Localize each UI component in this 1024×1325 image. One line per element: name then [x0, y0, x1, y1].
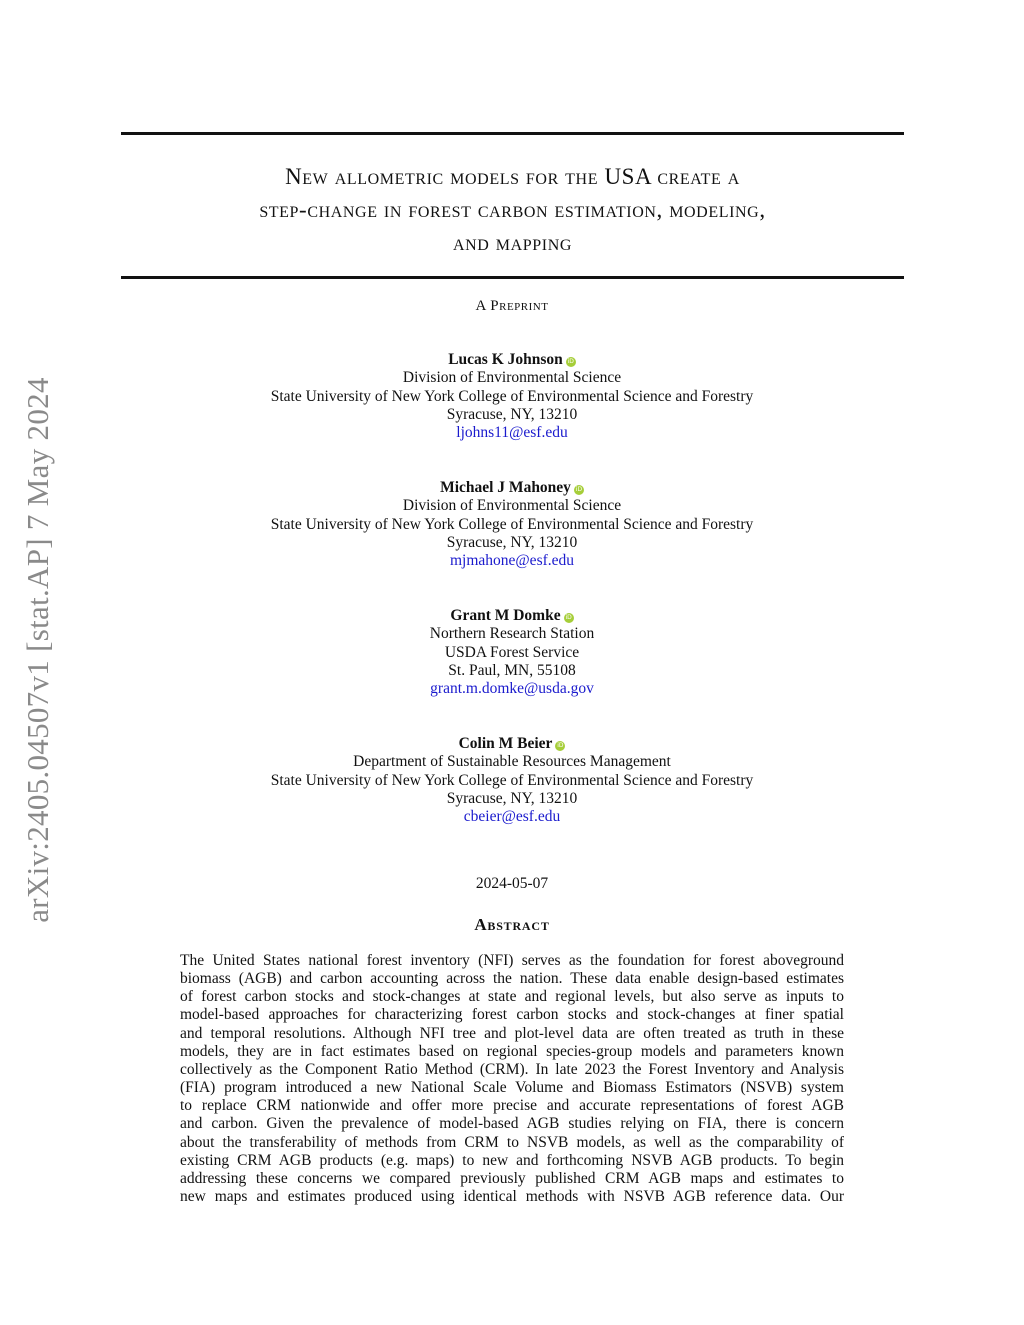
- title-top-rule: [121, 132, 904, 135]
- abstract-line: models, they are in fact estimates based on regional species-group models and parameters known: [180, 1042, 844, 1060]
- orcid-icon[interactable]: iD: [575, 486, 583, 493]
- author-name: Lucas K Johnson: [448, 351, 563, 368]
- author-block: [0, 735, 1024, 826]
- orcid-icon[interactable]: iD: [557, 742, 564, 749]
- title-line: step-change in forest carbon estimation, modeling,: [259, 197, 766, 222]
- author-affiliation: State University of New York College of Environmental Science and Forestry: [270, 515, 754, 533]
- author-block: [0, 479, 1024, 570]
- title-bottom-rule: [121, 276, 904, 279]
- abstract-line: The United States national forest inventory (NFI) serves as the foundation for forest aboveground: [180, 952, 844, 969]
- author-affiliation: Syracuse, NY, 13210: [446, 533, 578, 551]
- author-affiliation: St. Paul, MN, 55108: [448, 661, 576, 679]
- paper-title: [121, 160, 904, 259]
- abstract-line: model-based approaches for characterizing forest carbon stocks and stock-changes at finer spatial: [180, 1006, 844, 1024]
- author-affiliation: Syracuse, NY, 13210: [446, 405, 578, 423]
- author-email-link[interactable]: mjmahone@esf.edu: [449, 552, 575, 570]
- abstract-line: about the transferability of methods from CRM to NSVB models, as well as the comparability of: [180, 1133, 844, 1151]
- arxiv-identifier: arXiv:2405.04507v1 [stat.AP] 7 May 2024: [20, 377, 55, 923]
- abstract-line: biomass (AGB) and carbon accounting across the nation. These data enable design-based estimates: [180, 970, 844, 988]
- author-name: Colin M Beier: [458, 735, 553, 752]
- author-email-link[interactable]: cbeier@esf.edu: [463, 808, 561, 826]
- abstract-line: addressing these concerns we compared previously published CRM AGB maps and estimates to: [180, 1169, 844, 1187]
- abstract-line: and carbon. Given the prevalence of model-based AGB studies relying on FIA, there is concern: [180, 1115, 844, 1133]
- abstract-line: to replace CRM nationwide and offer more precise and accurate representations of forest AGB: [180, 1097, 844, 1115]
- abstract-line: (FIA) program introduced a new National Scale Volume and Biomass Estimators (NSVB) system: [180, 1079, 844, 1097]
- abstract-line: collectively as the Component Ratio Method (CRM). In late 2023 the Forest Inventory and Analysis: [180, 1060, 844, 1078]
- title-line: New allometric models for the USA create a: [285, 164, 740, 189]
- abstract-line: new maps and estimates produced using identical methods with NSVB AGB reference data. Our: [180, 1188, 844, 1206]
- author-email-link[interactable]: ljohns11@esf.edu: [456, 424, 568, 442]
- author-affiliation: Division of Environmental Science: [402, 369, 622, 387]
- publication-date: 2024-05-07: [475, 875, 549, 892]
- author-affiliation: Division of Environmental Science: [402, 497, 622, 515]
- author-name: Michael J Mahoney: [440, 479, 571, 496]
- abstract-line: and temporal resolutions. Although NFI tree and plot-level data are often treated as truth in these: [180, 1024, 844, 1042]
- author-affiliation: State University of New York College of Environmental Science and Forestry: [270, 387, 754, 405]
- author-affiliation: Syracuse, NY, 13210: [446, 789, 578, 807]
- preprint-label: A Preprint: [475, 298, 549, 314]
- title-line: and mapping: [452, 230, 573, 255]
- author-affiliation: Department of Sustainable Resources Management: [353, 753, 671, 771]
- abstract-heading: Abstract: [474, 915, 550, 934]
- author-affiliation: Northern Research Station: [429, 625, 595, 643]
- abstract-text: [180, 952, 844, 1206]
- author-email-link[interactable]: grant.m.domke@usda.gov: [430, 680, 594, 698]
- author-affiliation: State University of New York College of Environmental Science and Forestry: [270, 771, 754, 789]
- author-block: [0, 351, 1024, 442]
- author-block: [0, 607, 1024, 698]
- orcid-icon[interactable]: iD: [567, 358, 574, 365]
- abstract-line: existing CRM AGB products (e.g. maps) to new and forthcoming NSVB AGB products. To begin: [180, 1151, 844, 1169]
- orcid-icon[interactable]: iD: [565, 614, 572, 621]
- abstract-line: of forest carbon stocks and stock-changes at state and regional levels, but also serve as inputs to: [180, 988, 844, 1006]
- author-name: Grant M Domke: [450, 607, 561, 624]
- author-affiliation: USDA Forest Service: [444, 643, 580, 661]
